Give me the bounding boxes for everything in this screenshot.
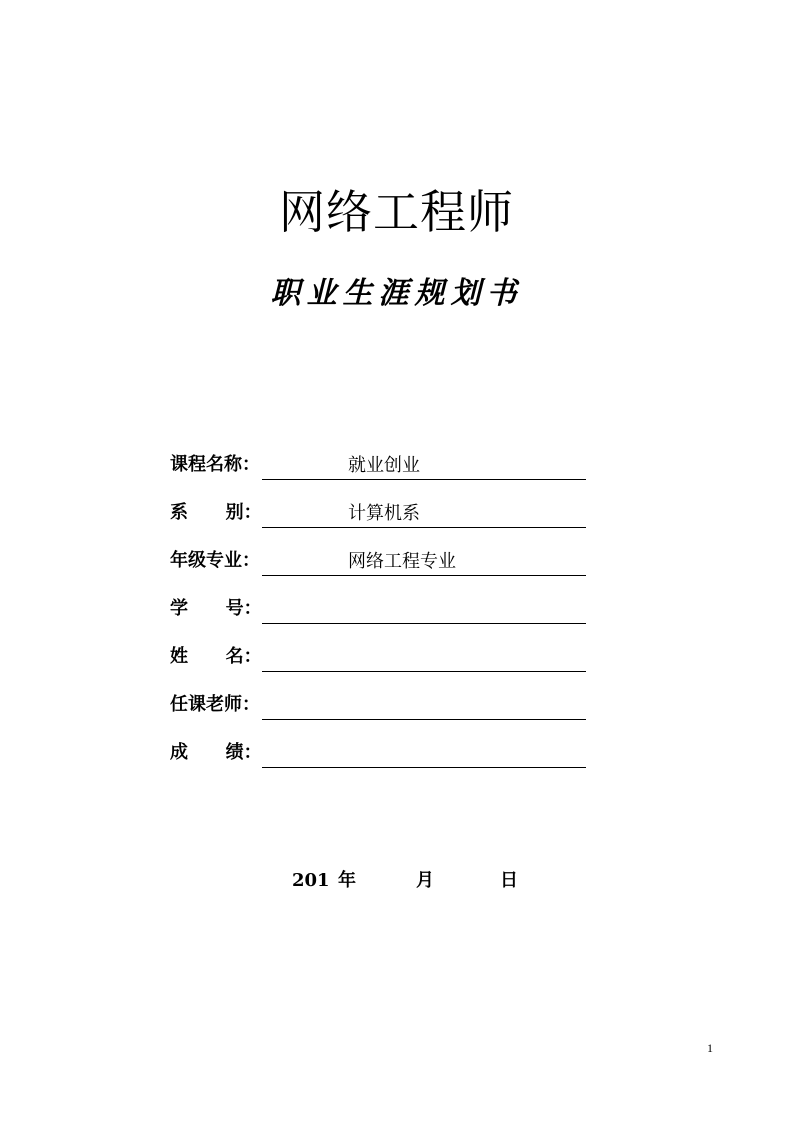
name-label: 姓 名： (170, 646, 262, 667)
student-id-field (170, 596, 586, 624)
student-id-underline (262, 597, 586, 624)
course-field (170, 452, 586, 480)
name-field (170, 644, 586, 672)
major-underline (262, 549, 586, 576)
page-subtitle: 职业生涯规划书 (270, 276, 523, 311)
department-label: 系 别： (170, 502, 262, 523)
major-label: 年级专业： (170, 550, 260, 571)
name-underline (262, 645, 586, 672)
department-underline (262, 501, 586, 528)
date-year-label: 年 (338, 870, 356, 891)
date-year-prefix: 201 (292, 870, 330, 891)
teacher-label: 任课老师： (170, 694, 260, 715)
major-field (170, 548, 586, 576)
course-underline (262, 453, 586, 480)
student-id-label: 学 号： (170, 598, 262, 619)
teacher-field (170, 692, 586, 720)
department-field (170, 500, 586, 528)
course-label: 课程名称： (170, 454, 260, 475)
major-value: 网络工程专业 (348, 551, 456, 572)
grade-field (170, 740, 586, 768)
date-month-label: 月 (416, 870, 434, 891)
page-number: 1 (707, 1041, 713, 1055)
grade-label: 成 绩： (170, 742, 262, 763)
department-value: 计算机系 (348, 503, 420, 524)
teacher-underline (262, 693, 586, 720)
grade-underline (262, 741, 586, 768)
page-title: 网络工程师 (279, 185, 514, 239)
date-day-label: 日 (500, 870, 518, 891)
course-value: 就业创业 (348, 455, 420, 476)
